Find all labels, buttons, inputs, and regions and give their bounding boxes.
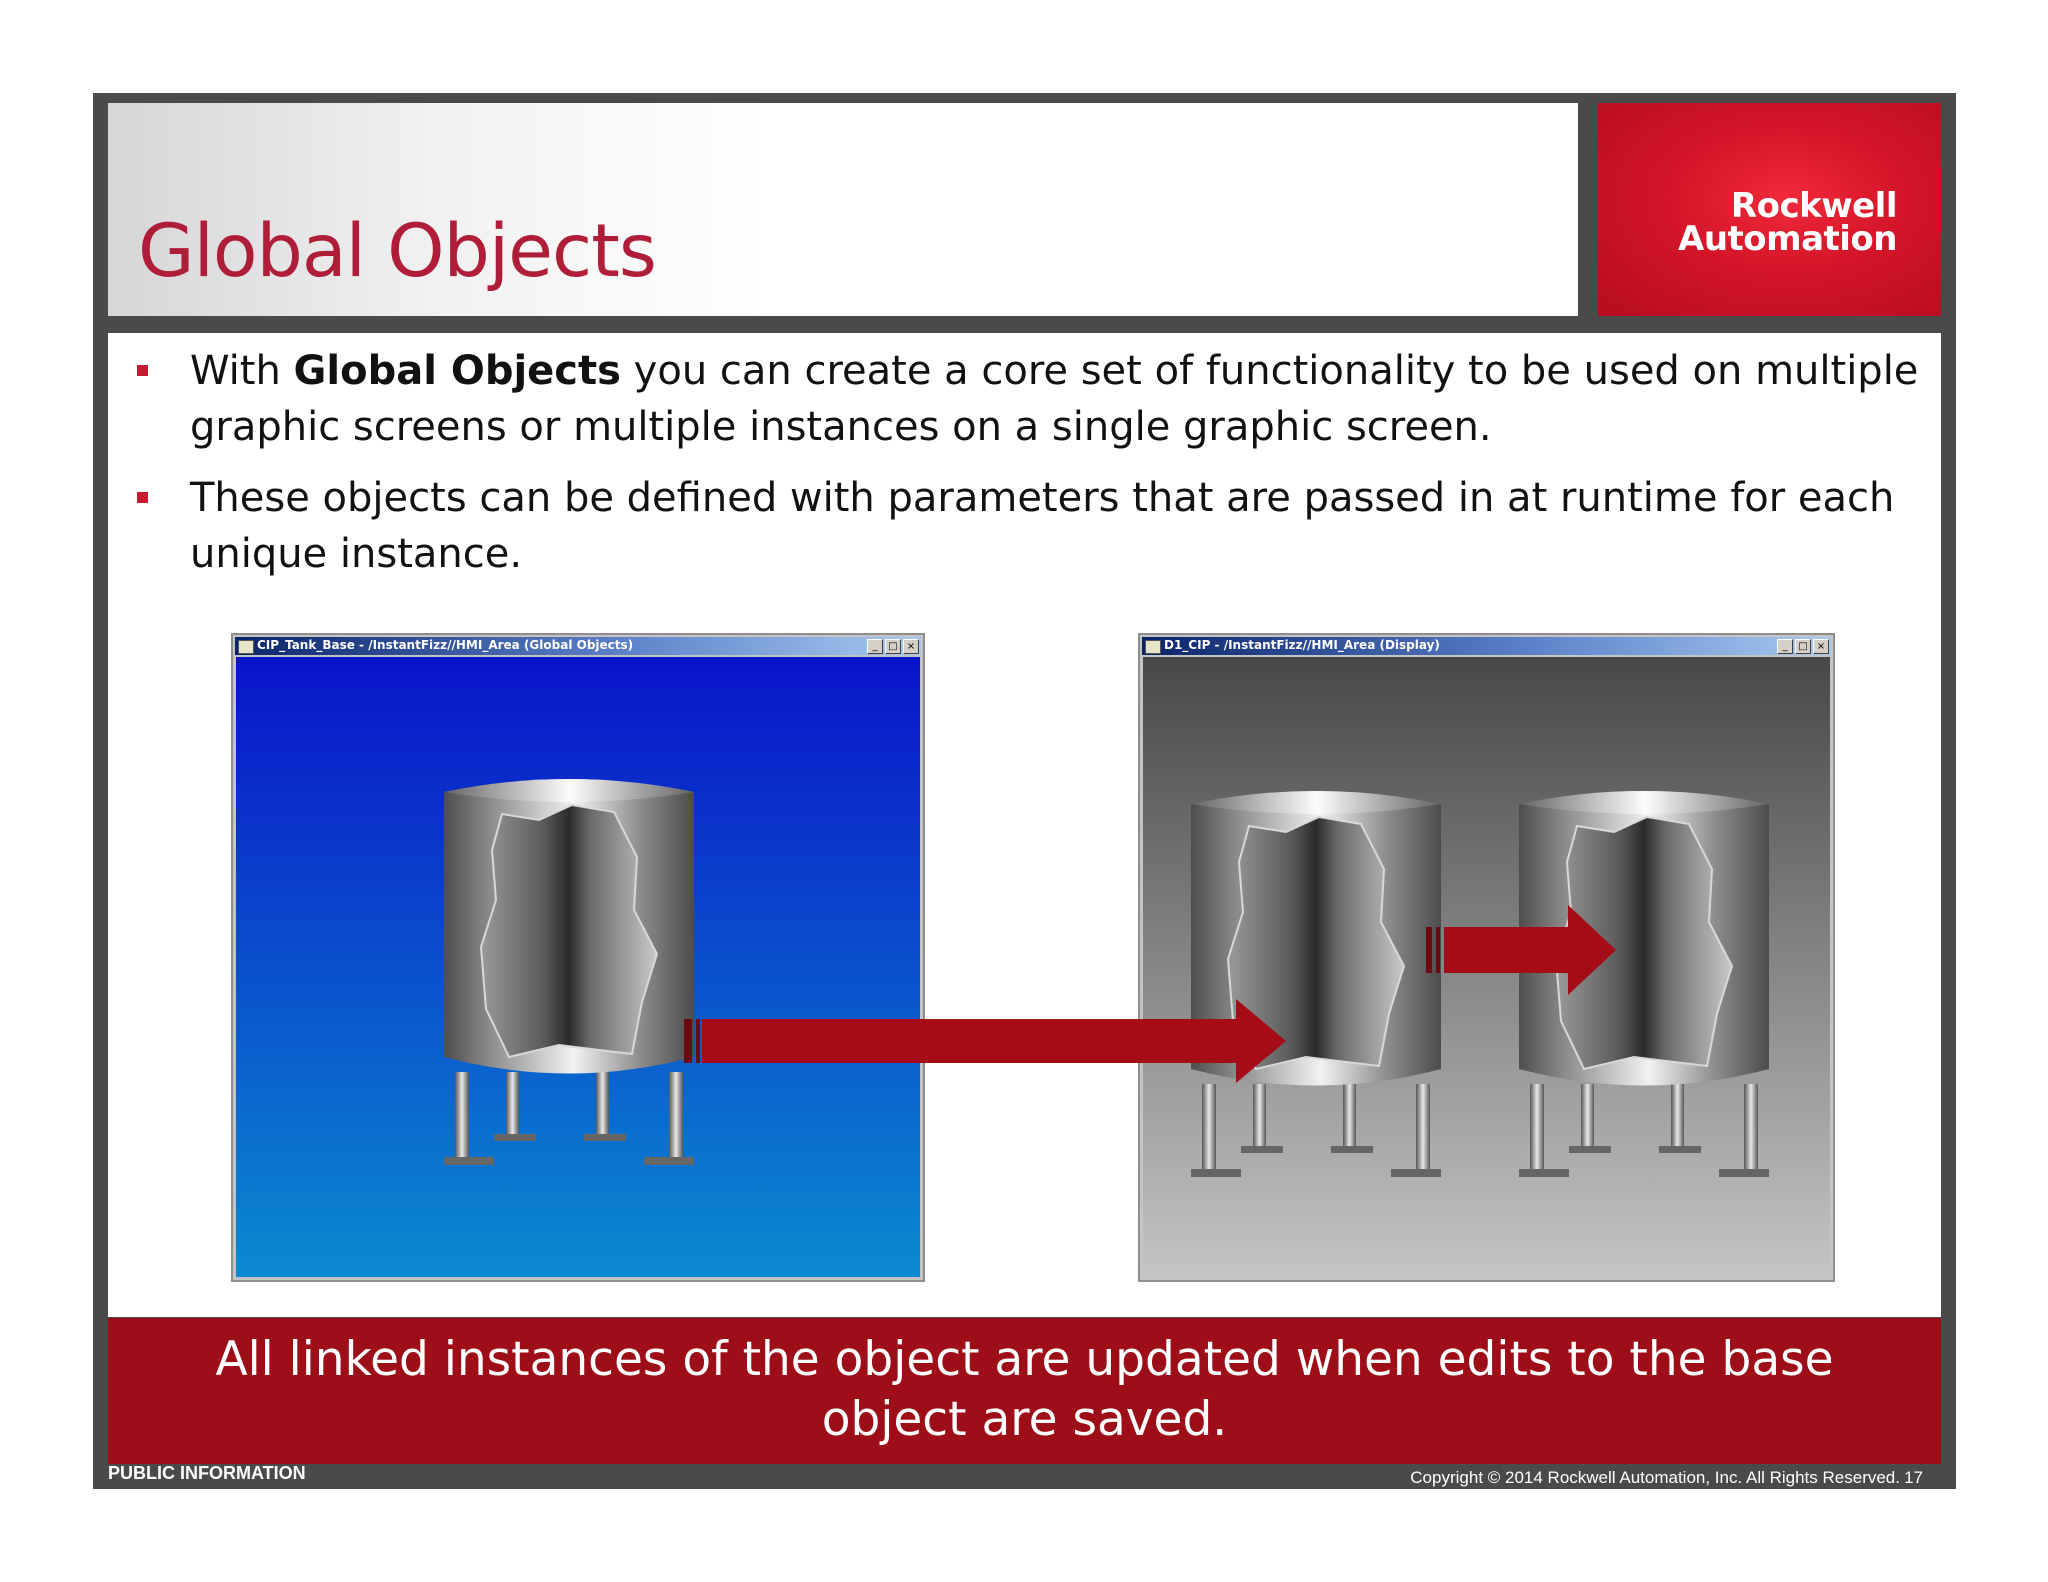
- window-app-icon: [238, 640, 254, 654]
- window-global-object-base[interactable]: [231, 633, 925, 1282]
- slide-frame: [93, 93, 1956, 1489]
- bullet-square-icon: [137, 492, 148, 503]
- bullet-text-rest: you can create a core set of functionality to be used on multiple graphic screens or multiple instances on a single graphic screen.: [190, 348, 1919, 450]
- page-number: 17: [1904, 1468, 1923, 1487]
- title-bar: [108, 103, 1578, 316]
- maximize-button[interactable]: □: [1795, 639, 1811, 654]
- bullet-item: [108, 470, 1941, 585]
- slide-content: [108, 333, 1941, 1317]
- brand-logo: [1598, 103, 1941, 316]
- minimize-button[interactable]: _: [867, 639, 883, 654]
- tank-icon[interactable]: [1519, 791, 1769, 1177]
- logo-line-1: Rockwell: [1730, 186, 1897, 226]
- minimize-button[interactable]: _: [1777, 639, 1793, 654]
- tank-icon[interactable]: [1191, 791, 1441, 1177]
- bullet-square-icon: [137, 365, 148, 376]
- global-object-canvas: [236, 657, 920, 1277]
- window-titlebar[interactable]: [1142, 637, 1831, 655]
- bullet-text-bold: Global Objects: [293, 348, 621, 394]
- window-display[interactable]: [1138, 633, 1835, 1282]
- bullet-text-lead: With: [190, 348, 294, 394]
- window-title: D1_CIP - /InstantFizz//HMI_Area (Display): [1164, 638, 1440, 652]
- callout-banner: [108, 1318, 1941, 1464]
- bullet-text: [190, 343, 1930, 455]
- copyright-text: Copyright © 2014 Rockwell Automation, Inc. All Rights Reserved.: [1410, 1468, 1900, 1487]
- close-button[interactable]: ×: [903, 639, 919, 654]
- maximize-button[interactable]: □: [885, 639, 901, 654]
- display-canvas: [1143, 657, 1830, 1277]
- close-button[interactable]: ×: [1813, 639, 1829, 654]
- bullet-item: [108, 343, 1941, 458]
- callout-text: All linked instances of the object are updated when edits to the base object are saved.: [215, 1332, 1834, 1447]
- window-title: CIP_Tank_Base - /InstantFizz//HMI_Area (Global Objects): [257, 638, 634, 652]
- logo-line-2: Automation: [1678, 219, 1897, 259]
- bullet-text: These objects can be defined with parameters that are passed in at runtime for each unique instance.: [190, 475, 1895, 577]
- tank-icon[interactable]: [444, 779, 694, 1165]
- logo-wordmark: [1678, 186, 1897, 259]
- classification-label: PUBLIC INFORMATION: [108, 1463, 306, 1483]
- window-app-icon: [1145, 640, 1161, 654]
- slide-title: Global Objects: [138, 209, 656, 294]
- window-titlebar[interactable]: [235, 637, 921, 655]
